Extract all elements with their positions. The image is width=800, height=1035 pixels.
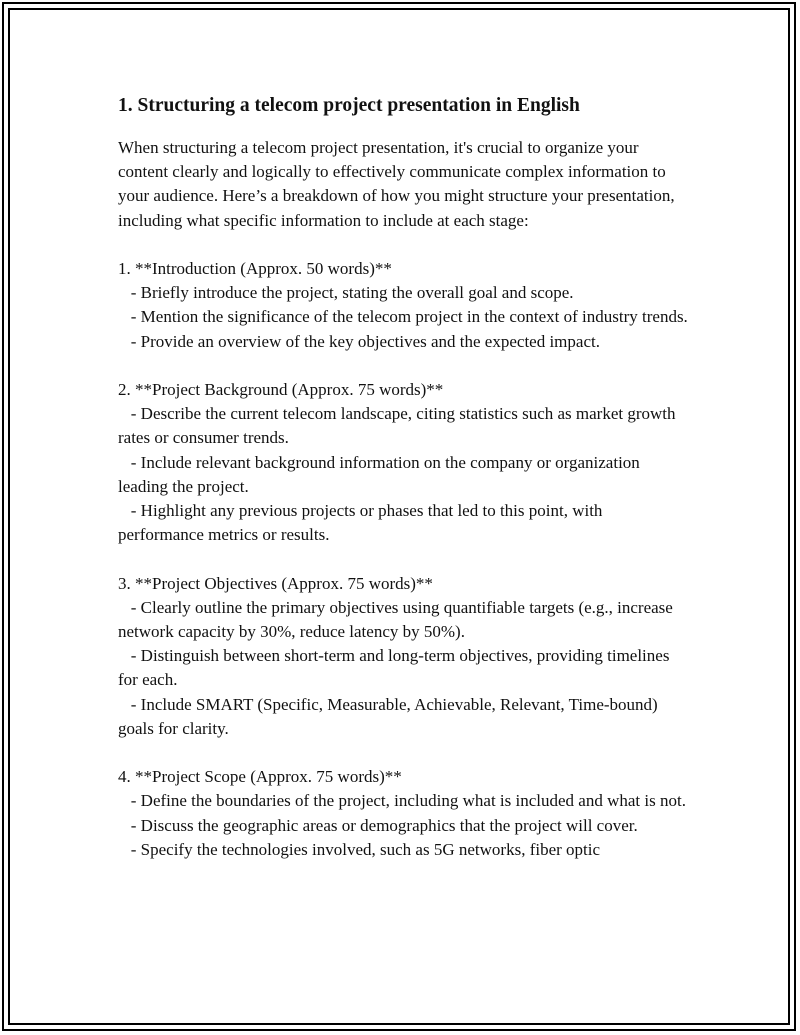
section-heading: 1. **Introduction (Approx. 50 words)** bbox=[118, 259, 392, 278]
section-bullet: - Include SMART (Specific, Measurable, Achievable, Relevant, Time-bound) goals for clarity. bbox=[118, 694, 662, 738]
section-bullet: - Briefly introduce the project, stating the overall goal and scope. bbox=[118, 283, 574, 303]
section-introduction bbox=[118, 257, 688, 354]
section-bullet: - Distinguish between short-term and long-term objectives, providing timelines for each. bbox=[118, 646, 674, 690]
section-bullet: - Provide an overview of the key objectives and the expected impact. bbox=[118, 331, 600, 351]
section-project-background bbox=[118, 378, 688, 547]
section-heading: 2. **Project Background (Approx. 75 words)** bbox=[118, 380, 444, 399]
section-heading: 4. **Project Scope (Approx. 75 words)** bbox=[118, 767, 402, 787]
section-bullet: - Mention the significance of the telecom project in the context of industry trends. bbox=[118, 307, 688, 327]
document-title: 1. Structuring a telecom project presentation in English bbox=[118, 95, 580, 116]
section-bullet: - Include relevant background information on the company or organization leading the project. bbox=[118, 452, 645, 496]
section-bullet: - Describe the current telecom landscape, citing statistics such as market growth rates or consumer trends. bbox=[118, 404, 680, 448]
section-bullet: - Discuss the geographic areas or demographics that the project will cover. bbox=[118, 815, 638, 835]
section-bullet: - Specify the technologies involved, such as 5G networks, fiber optic bbox=[118, 839, 601, 859]
intro-paragraph: When structuring a telecom project presentation, it's crucial to organize your content clearly and logically to effectively communicate complex information to your audience. Here’s a breakdown of how you might structure your presentation, including what specific information to include at each stage: bbox=[118, 138, 675, 230]
section-bullet: - Clearly outline the primary objectives using quantifiable targets (e.g., increase network capacity by 30%, reduce latency by 50%). bbox=[118, 597, 678, 642]
section-heading: 3. **Project Objectives (Approx. 75 words)** bbox=[118, 573, 433, 593]
section-project-objectives bbox=[118, 572, 688, 741]
section-project-scope bbox=[118, 765, 688, 862]
document-body bbox=[118, 92, 688, 862]
section-bullet: - Define the boundaries of the project, including what is included and what is not. bbox=[118, 791, 686, 811]
section-bullet: - Highlight any previous projects or phases that led to this point, with performance metrics or results. bbox=[118, 501, 607, 545]
